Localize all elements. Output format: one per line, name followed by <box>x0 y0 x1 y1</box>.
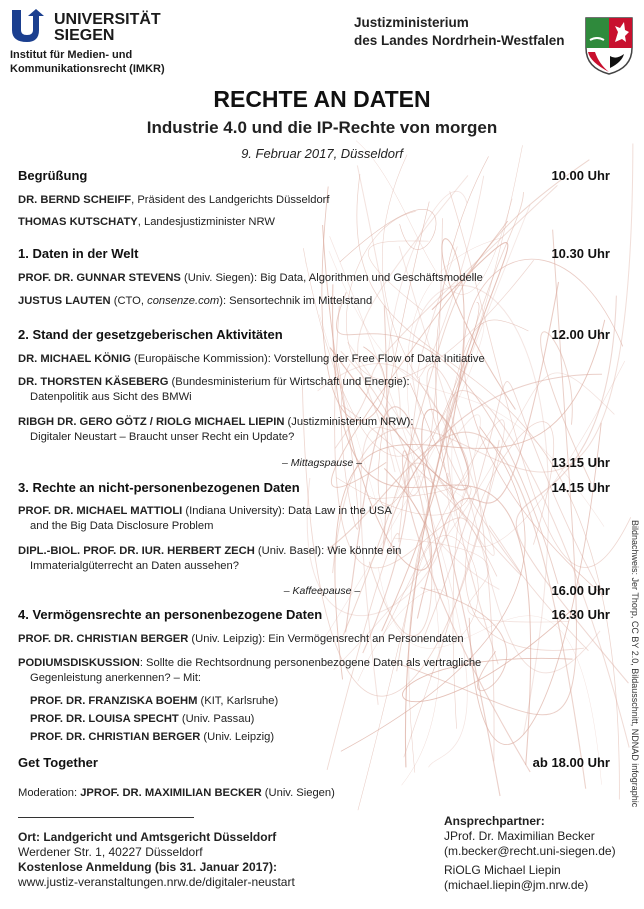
coffee-break-label: – Kaffeepause – <box>283 585 361 597</box>
section-4-time: 16.30 Uhr <box>551 607 610 622</box>
section-2-title: 2. Stand der gesetzgeberischen Aktivitäten <box>18 327 283 342</box>
background-strand <box>410 156 489 499</box>
venue-block <box>18 830 438 890</box>
moderation-line: Moderation: JPROF. DR. MAXIMILIAN BECKER (Univ. Siegen) <box>18 787 335 799</box>
ministry-name: Justizministerium des Landes Nordrhein-Westfalen <box>354 15 565 48</box>
speaker-line: THOMAS KUTSCHATY, Landesjustizminister NRW <box>18 216 275 228</box>
contact-email[interactable]: (michael.liepin@jm.nrw.de) <box>444 878 589 892</box>
speaker-line: DR. MICHAEL KÖNIG (Europäische Kommission): Vorstellung der Free Flow of Data Initiative <box>18 353 485 365</box>
panelist-line: PROF. DR. CHRISTIAN BERGER (Univ. Leipzig) <box>30 731 275 743</box>
university-logo-icon <box>10 8 44 44</box>
section-1-title: 1. Daten in der Welt <box>18 246 139 261</box>
get-together-title: Get Together <box>18 755 98 770</box>
registration-label: Kostenlose Anmeldung (bis 31. Januar 2017): <box>18 860 277 874</box>
speaker-line: JUSTUS LAUTEN (CTO, consenze.com): Sensortechnik im Mittelstand <box>18 295 373 307</box>
contact-name: RiOLG Michael Liepin <box>444 863 561 877</box>
section-4-title: 4. Vermögensrechte an personenbezogene Daten <box>18 607 323 622</box>
lunch-break-time: 13.15 Uhr <box>551 455 610 470</box>
panel-discussion-line: PODIUMSDISKUSSION: Sollte die Rechtsordnung personenbezogene Daten als vertragliche Gegenleistung anerkennen? – Mit: <box>18 657 482 684</box>
event-subtitle: Industrie 4.0 und die IP-Rechte von morgen <box>146 118 498 137</box>
contact-label: Ansprechpartner: <box>444 814 545 828</box>
contact-block <box>444 814 640 893</box>
lunch-break-label: – Mittagspause – <box>282 457 362 469</box>
section-welcome-time: 10.00 Uhr <box>551 168 610 183</box>
speaker-line: PROF. DR. MICHAEL MATTIOLI (Indiana University): Data Law in the USA and the Big Data Disclosure Problem <box>18 505 392 532</box>
section-welcome-title: Begrüßung <box>18 168 88 183</box>
section-3-title: 3. Rechte an nicht-personenbezogenen Daten <box>18 480 300 495</box>
get-together-time: ab 18.00 Uhr <box>532 755 610 770</box>
background-strand <box>335 320 605 680</box>
event-date: 9. Februar 2017, Düsseldorf <box>241 146 403 161</box>
coffee-break-time: 16.00 Uhr <box>551 583 610 598</box>
contact-name: JProf. Dr. Maximilian Becker <box>444 829 595 843</box>
event-title: RECHTE AN DATEN <box>213 86 431 112</box>
university-name: UNIVERSITÄT SIEGEN <box>54 11 161 44</box>
venue-label: Ort: Landgericht und Amtsgericht Düsseldorf <box>18 830 277 844</box>
section-1-time: 10.30 Uhr <box>551 246 610 261</box>
speaker-line: DR. BERND SCHEIFF, Präsident des Landgerichts Düsseldorf <box>18 194 330 206</box>
speaker-line: RIBGH DR. GERO GÖTZ / RIOLG MICHAEL LIEPIN (Justizministerium NRW): Digitaler Neustart – Braucht unser Recht ein Update? <box>18 416 414 443</box>
section-3-time: 14.15 Uhr <box>551 480 610 495</box>
contact-email[interactable]: (m.becker@recht.uni-siegen.de) <box>444 844 616 858</box>
venue-address: Werdener Str. 1, 40227 Düsseldorf <box>18 845 203 859</box>
background-strand <box>330 236 468 767</box>
speaker-line: DIPL.-BIOL. PROF. DR. IUR. HERBERT ZECH (Univ. Basel): Wie könnte ein Immaterialgüterrecht an Daten aussehen? <box>18 545 402 572</box>
section-2-time: 12.00 Uhr <box>551 327 610 342</box>
image-credit: Bildnachweis: Jer Thorp, CC BY 2.0, Bildausschnitt, NDNAD infographic <box>630 520 640 808</box>
nrw-crest-icon <box>584 16 634 76</box>
speaker-line: PROF. DR. GUNNAR STEVENS (Univ. Siegen): Big Data, Algorithmen und Geschäftsmodelle <box>18 272 483 284</box>
panelist-line: PROF. DR. FRANZISKA BOEHM (KIT, Karlsruhe) <box>30 695 279 707</box>
speaker-line: PROF. DR. CHRISTIAN BERGER (Univ. Leipzig): Ein Vermögensrecht an Personendaten <box>18 633 464 645</box>
institute-name: Institut für Medien- und Kommunikationsrecht (IMKR) <box>10 49 165 75</box>
speaker-line: DR. THORSTEN KÄSEBERG (Bundesministerium für Wirtschaft und Energie): Datenpolitik aus Sicht des BMWi <box>18 376 410 403</box>
registration-url[interactable]: www.justiz-veranstaltungen.nrw.de/digitaler-neustart <box>18 875 295 889</box>
footer-divider <box>18 817 194 818</box>
panelist-line: PROF. DR. LOUISA SPECHT (Univ. Passau) <box>30 713 255 725</box>
